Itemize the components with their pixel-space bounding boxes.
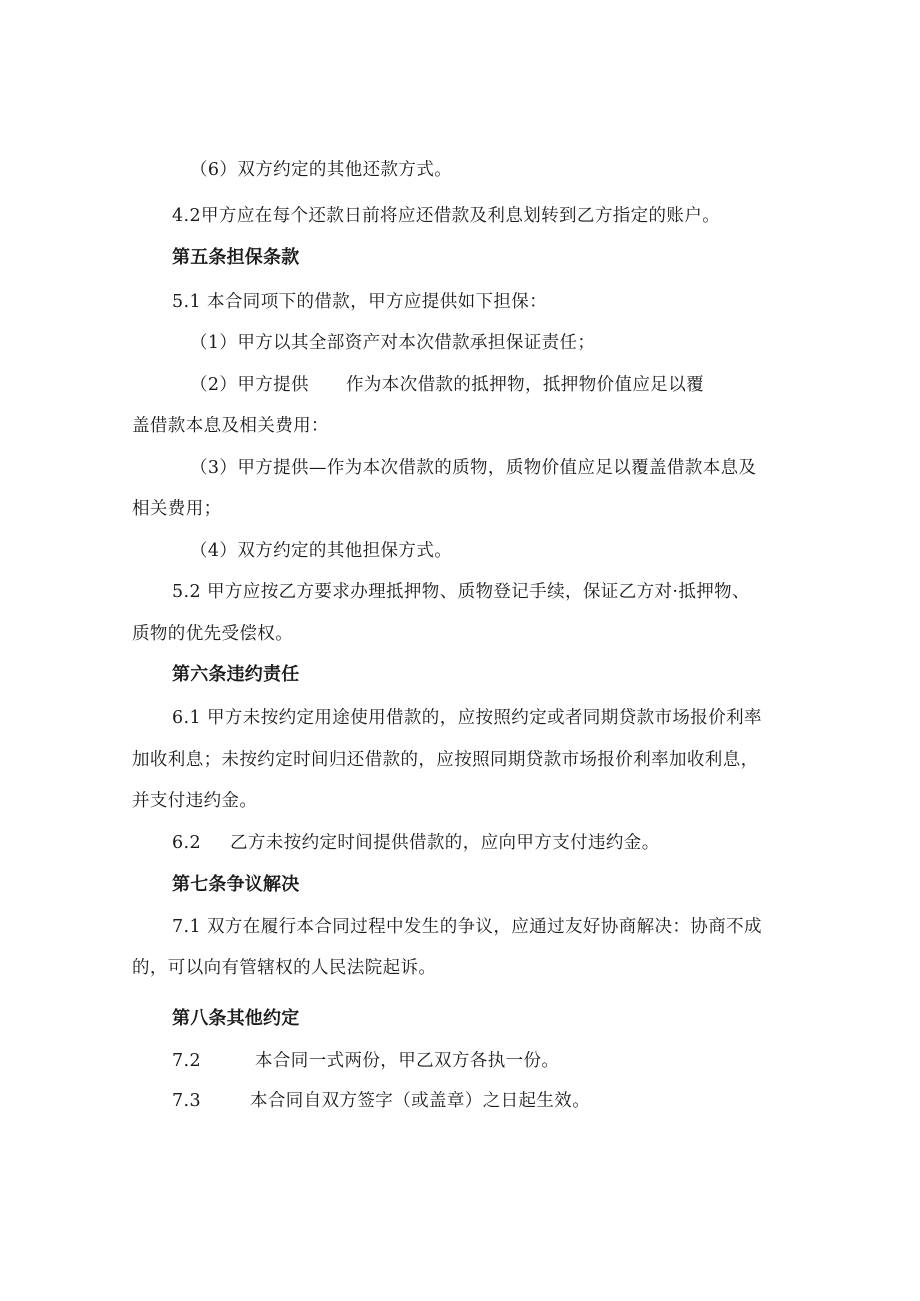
clause-5-2-cont: 质物的优先受偿权。: [132, 624, 294, 644]
section-heading-8: 第八条其他约定: [172, 1008, 300, 1029]
clause-5-1-3: （3）甲方提供—作为本次借款的质物，质物价值应足以覆盖借款本息及: [190, 458, 757, 478]
section-heading-7: 第七条争议解决: [172, 874, 300, 895]
clause-6-2-number: 6.2: [172, 833, 202, 853]
clause-6-1: 6.1 甲方未按约定用途使用借款的，应按照约定或者同期贷款市场报价利率: [172, 708, 762, 728]
clause-7-2-number: 7.2: [172, 1051, 202, 1071]
clause-5-1: 5.1 本合同项下的借款，甲方应提供如下担保：: [172, 292, 548, 312]
clause-5-1-1: （1）甲方以其全部资产对本次借款承担保证责任；: [190, 333, 596, 353]
clause-5-1-2-rest: 作为本次借款的抵押物，抵押物价值应足以覆: [346, 375, 704, 395]
clause-5-1-2-cont: 盖借款本息及相关费用：: [132, 416, 329, 436]
section-heading-6: 第六条违约责任: [172, 664, 300, 685]
clause-5-1-3-cont: 相关费用；: [132, 499, 222, 519]
section-heading-5: 第五条担保条款: [172, 247, 300, 268]
clause-5-2: 5.2 甲方应按乙方要求办理抵押物、质物登记手续，保证乙方对·抵押物、: [172, 582, 750, 602]
clause-7-1: 7.1 双方在履行本合同过程中发生的争议，应通过友好协商解决：协商不成: [172, 917, 762, 937]
clause-4-2: 4.2甲方应在每个还款日前将应还借款及利息划转到乙方指定的账户。: [172, 206, 721, 226]
clause-5-1-2-start: （2）甲方提供: [190, 375, 309, 395]
clause-6-1-cont-2: 并支付违约金。: [132, 791, 258, 811]
clause-6-2-text: 乙方未按约定时间提供借款的，应向甲方支付违约金。: [230, 833, 660, 853]
clause-7-2-text: 本合同一式两份，甲乙双方各执一份。: [255, 1051, 560, 1071]
clause-7-1-cont: 的，可以向有管辖权的人民法院起诉。: [132, 958, 437, 978]
clause-5-1-4: （4）双方约定的其他担保方式。: [190, 541, 453, 561]
clause-4-1-6: （6）双方约定的其他还款方式。: [190, 160, 453, 180]
clause-6-1-cont-1: 加收利息；未按约定时间归还借款的，应按照同期贷款市场报价利率加收利息，: [132, 750, 759, 770]
clause-7-3-text: 本合同自双方签字（或盖章）之日起生效。: [250, 1091, 591, 1111]
clause-7-3-number: 7.3: [172, 1091, 202, 1111]
